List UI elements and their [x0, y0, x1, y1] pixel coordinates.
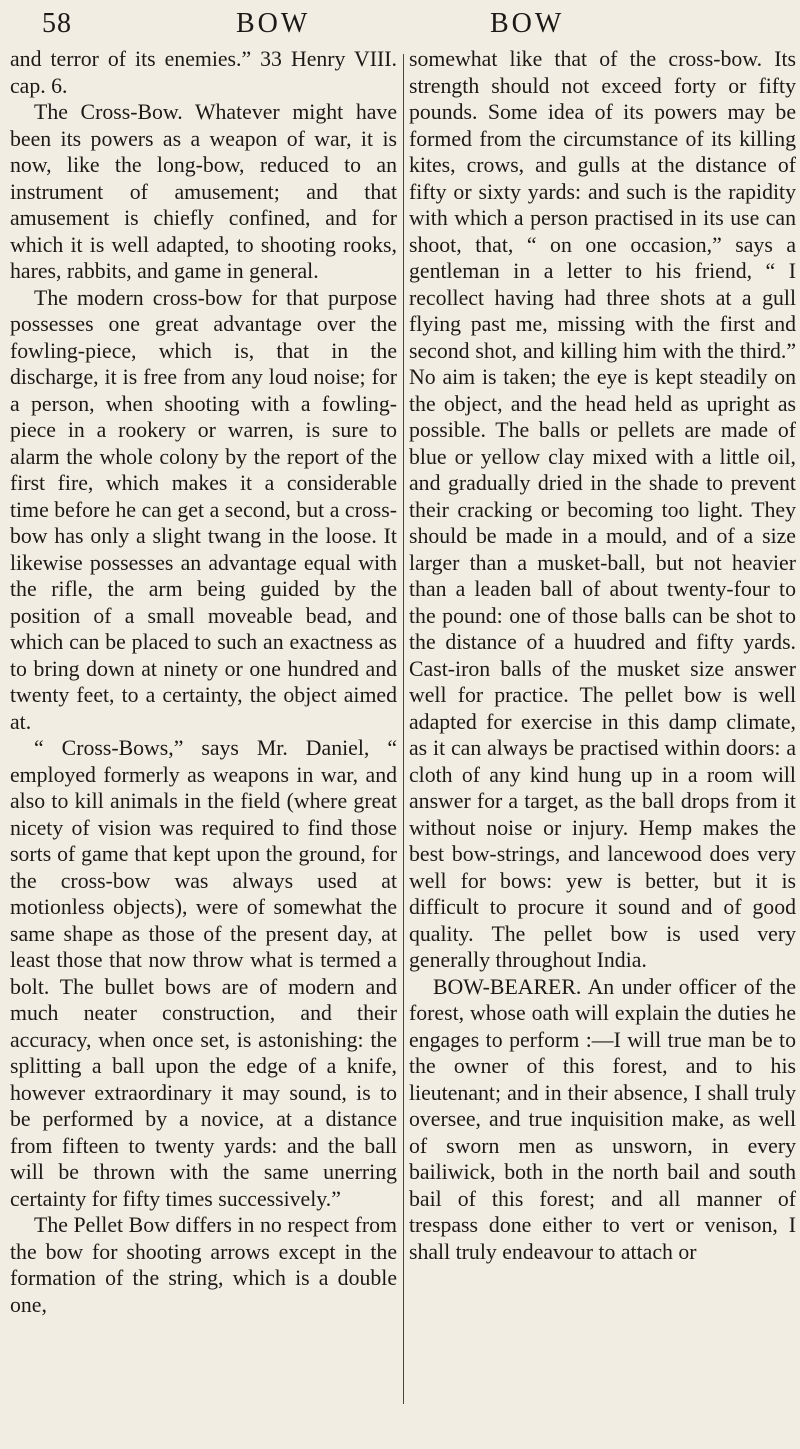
- page-number: 58: [42, 8, 72, 39]
- right-paragraph-2: BOW-BEARER. An under officer of the forest, whose oath will explain the duties he engages to perform :—I will true man be to the owner of this forest, and to his lieutenant; and in their absence, I shall truly oversee, and true inquisition make, as well of sworn men as unsworn, in every bailiwick, both in the north bail and south bail of this forest; and all manner of trespass done either to vert or venison, I shall truly endeavour to attach or: [409, 974, 796, 1264]
- left-paragraph-4: “ Cross-Bows,” says Mr. Daniel, “ employed formerly as weapons in war, and also to kill animals in the field (where great nicety of vision was required to find those sorts of game that kept upon the ground, for the cross-bow was always used at motionless objects), were of somewhat the same shape as those of the present day, at least those that now throw what is termed a bolt. The bullet bows are of modern and much neater construction, and their accuracy, when once set, is astonishing: the splitting a ball upon the edge of a knife, however extraordinary it may sound, is to be performed by a novice, at a distance from fifteen to twenty yards: and the ball will be thrown with the same unerring certainty for fifty times successively.”: [10, 736, 397, 1211]
- running-head-left: BOW: [236, 8, 311, 39]
- left-paragraph-5: The Pellet Bow differs in no respect from the bow for shooting arrows except in the formation of the string, which is a double one,: [10, 1213, 397, 1317]
- text-columns: [10, 46, 796, 1446]
- column-divider: [403, 54, 404, 1404]
- running-head-right: BOW: [490, 8, 565, 39]
- page-header: [0, 8, 800, 42]
- left-paragraph-3: The modern cross-bow for that purpose possesses one great advantage over the fowling-piece, which is, that in the discharge, it is free from any loud noise; for a person, when shooting with a fowling-piece in a rookery or warren, is sure to alarm the whole colony by the report of the first fire, which makes it a considerable time before he can get a second, but a cross-bow has only a slight twang in the loose. It likewise possesses an advantage equal with the rifle, the arm being guided by the position of a small moveable bead, and which can be placed to such an exactness as to bring down at ninety or one hundred and twenty feet, to a certainty, the object aimed at.: [10, 285, 397, 734]
- right-paragraph-1: somewhat like that of the cross-bow. Its strength should not exceed forty or fifty pounds. Some idea of its powers may be formed from the circumstance of its killing kites, crows, and gulls at the distance of fifty or sixty yards: and such is the rapidity with which a person practised in its use can shoot, that, “ on one occasion,” says a gentleman in a letter to his friend, “ I recollect having had three shots at a gull flying past me, missing with the first and second shot, and killing him with the third.” No aim is taken; the eye is kept steadily on the object, and the head held as upright as possible. The balls or pellets are made of blue or yellow clay mixed with a little oil, and gradually dried in the shade to prevent their cracking or becoming too light. They should be made in a mould, and of a size larger than a musket-ball, but not heavier than a leaden ball of about twenty-four to the pound: one of those balls can be shot to the distance of a huudred and fifty yards. Cast-iron balls of the musket size answer well for practice. The pellet bow is well adapted for exercise in this damp climate, as it can always be practised within doors: a cloth of any kind hung up in a room will answer for a target, as the ball drops from it without noise or injury. Hemp makes the best bow-strings, and lancewood does very well for bows: yew is better, but it is difficult to procure it sound and of good quality. The pellet bow is used very generally throughout India.: [409, 47, 796, 972]
- left-column: [10, 46, 397, 1446]
- left-paragraph-2: The Cross-Bow. Whatever might have been its powers as a weapon of war, it is now, like the long-bow, reduced to an instrument of amusement; and that amusement is chiefly confined, and for which it is well adapted, to shooting rooks, hares, rabbits, and game in general.: [10, 100, 397, 283]
- right-column: [409, 46, 796, 1446]
- left-paragraph-1: and terror of its enemies.” 33 Henry VIII. cap. 6.: [10, 47, 397, 98]
